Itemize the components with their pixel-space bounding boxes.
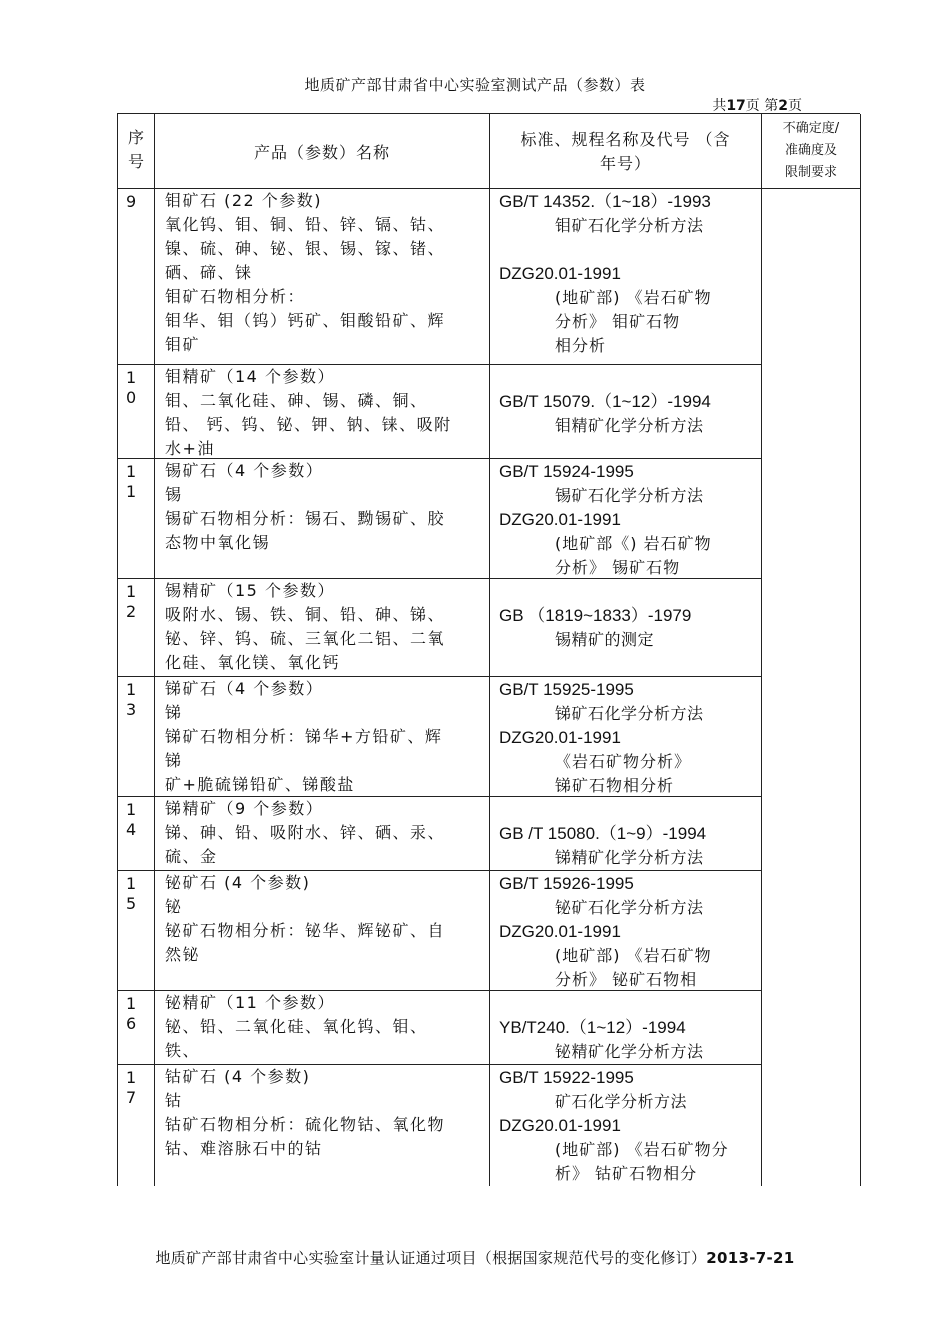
standard-code: GB/T 15926-1995 xyxy=(499,874,634,893)
product-line: 然铋 xyxy=(165,945,201,964)
standard-code: GB/T 15079.（1~12）-1994 xyxy=(499,392,711,411)
standard-title: 锡矿石化学分析方法 xyxy=(555,486,704,505)
row-number-digit: 1 xyxy=(126,368,137,387)
page-suffix: 页 xyxy=(788,98,802,114)
product-line: 铋矿石 (4 个参数) xyxy=(165,873,311,892)
standard-code: DZG20.01-1991 xyxy=(499,922,621,941)
row-number xyxy=(126,368,150,408)
row-number-digit: 5 xyxy=(126,894,137,913)
standard-code: DZG20.01-1991 xyxy=(499,728,621,747)
standard-spacer xyxy=(499,366,759,390)
row-number-digit: 2 xyxy=(126,602,137,621)
page-title: 地质矿产部甘肃省中心实验室测试产品（参数）表 xyxy=(304,76,646,94)
standard-reference: 相分析 xyxy=(555,336,607,355)
product-cell xyxy=(165,797,483,869)
product-line: 钼、二氧化硅、砷、锡、磷、铜、 xyxy=(165,391,428,410)
column-uncertainty xyxy=(762,114,861,1186)
row-number-digit: 1 xyxy=(126,680,137,699)
row-number-digit: 1 xyxy=(126,874,137,893)
row-number-digit: 7 xyxy=(126,1088,137,1107)
header-standard: 标准、规程名称及代号 （含 年号） xyxy=(520,130,731,173)
product-line: 铋、铅、二氧化硅、氧化钨、钼、 xyxy=(165,1017,428,1036)
product-line: 钴、难溶脉石中的钴 xyxy=(165,1139,323,1158)
row-number-digit: 1 xyxy=(126,462,137,481)
standard-title: 铋矿石化学分析方法 xyxy=(555,898,704,917)
row-number xyxy=(126,680,150,720)
header-uncertainty: 不确定度/ 准确度及 限制要求 xyxy=(782,121,840,180)
standard-cell xyxy=(499,992,759,1063)
footer-date: 2013-7-21 xyxy=(706,1249,795,1267)
product-line: 钼华、钼（钨）钙矿、钼酸铅矿、辉 xyxy=(165,311,446,330)
standard-title: 钼矿石化学分析方法 xyxy=(555,216,704,235)
product-line: 钴矿石 (4 个参数) xyxy=(165,1067,311,1086)
standard-code: GB （1819~1833）-1979 xyxy=(499,606,692,625)
row-number xyxy=(126,1068,150,1108)
row-number-digit: 1 xyxy=(126,800,137,819)
standard-title: 锡精矿的测定 xyxy=(555,630,655,649)
product-cell xyxy=(165,871,483,989)
product-line: 铁、 xyxy=(165,1041,201,1060)
standard-code: YB/T240.（1~12）-1994 xyxy=(499,1018,686,1037)
row-number xyxy=(126,582,150,622)
page-current: 2 xyxy=(778,98,788,114)
standard-reference: (地矿部《) 岩石矿物 xyxy=(555,534,712,553)
row-number xyxy=(126,874,150,914)
product-line: 硫、金 xyxy=(165,847,218,866)
standard-reference: (地矿部) 《岩石矿物分 xyxy=(555,1140,729,1159)
standard-title: 矿石化学分析方法 xyxy=(555,1092,688,1111)
product-line: 铋 xyxy=(165,897,183,916)
standard-code: GB /T 15080.（1~9）-1994 xyxy=(499,824,707,843)
product-line: 锑 xyxy=(165,703,183,722)
product-cell xyxy=(165,189,483,363)
product-line: 铋、锌、钨、硫、三氧化二铝、二氧 xyxy=(165,629,446,648)
product-line: 锑矿石（4 个参数） xyxy=(165,679,324,698)
product-line: 锑 xyxy=(165,751,183,770)
standard-cell xyxy=(499,1066,759,1186)
row-number xyxy=(126,994,150,1034)
product-cell xyxy=(165,991,483,1063)
standard-spacer xyxy=(499,798,759,822)
product-line: 钴矿石物相分析：硫化物钴、氧化物 xyxy=(165,1115,446,1134)
product-line: 锑矿石物相分析：锑华+方铅矿、辉 xyxy=(165,727,443,746)
product-line: 矿+脆硫锑铅矿、锑酸盐 xyxy=(165,775,355,794)
row-number-digit: 0 xyxy=(126,388,137,407)
standard-code: GB/T 15924-1995 xyxy=(499,462,634,481)
standard-code: DZG20.01-1991 xyxy=(499,1116,621,1135)
standard-code: DZG20.01-1991 xyxy=(499,510,621,529)
standard-spacer xyxy=(499,992,759,1016)
standard-title: 铋精矿化学分析方法 xyxy=(555,1042,704,1061)
standard-cell xyxy=(499,580,759,675)
product-cell xyxy=(165,677,483,795)
product-line: 水+油 xyxy=(165,439,215,457)
standard-reference: 锑矿石物相分析 xyxy=(555,776,675,795)
standard-cell xyxy=(499,872,759,989)
standard-reference: 分析》 铋矿石物相 xyxy=(555,970,698,989)
standard-code: GB/T 15922-1995 xyxy=(499,1068,634,1087)
standard-code: DZG20.01-1991 xyxy=(499,264,621,283)
row-number xyxy=(126,462,150,502)
standard-reference: 分析》 锡矿石物 xyxy=(555,558,681,577)
row-number-digit: 6 xyxy=(126,1014,137,1033)
product-line: 锡矿石物相分析：锡石、黝锡矿、胶 xyxy=(165,509,446,528)
product-line: 态物中氧化锡 xyxy=(165,533,271,552)
product-line: 铋矿石物相分析：铋华、辉铋矿、自 xyxy=(165,921,446,940)
row-number xyxy=(126,192,150,212)
product-line: 铅、 钙、钨、铋、钾、钠、铼、吸附 xyxy=(165,415,452,434)
standard-title: 钼精矿化学分析方法 xyxy=(555,416,704,435)
row-number-digit: 3 xyxy=(126,700,137,719)
product-line: 钴 xyxy=(165,1091,183,1110)
product-line: 锡精矿（15 个参数） xyxy=(165,581,335,600)
product-line: 钼精矿（14 个参数） xyxy=(165,367,335,386)
page-mid: 页 第 xyxy=(745,98,779,114)
product-cell xyxy=(165,459,483,577)
footer-text: 地质矿产部甘肃省中心实验室计量认证通过项目（根据国家规范代号的变化修订） xyxy=(155,1249,707,1267)
standard-title: 锑矿石化学分析方法 xyxy=(555,704,704,723)
product-line: 钼矿石 (22 个参数) xyxy=(165,191,323,210)
standard-spacer xyxy=(499,580,759,604)
standard-cell xyxy=(499,366,759,457)
product-line: 锑、砷、铅、吸附水、锌、硒、汞、 xyxy=(165,823,446,842)
standard-cell xyxy=(499,678,759,795)
product-line: 氧化钨、钼、铜、铅、锌、镉、钴、 xyxy=(165,215,446,234)
standard-reference: 析》 钴矿石物相分 xyxy=(555,1164,698,1183)
page-counter xyxy=(712,95,802,115)
standard-title: 锑精矿化学分析方法 xyxy=(555,848,704,867)
page-total: 17 xyxy=(726,98,746,114)
row-number-digit: 9 xyxy=(126,192,137,211)
product-cell xyxy=(165,1065,483,1186)
standard-reference: 分析》 钼矿石物 xyxy=(555,312,681,331)
standard-reference: 《岩石矿物分析》 xyxy=(555,752,692,771)
product-line: 硒、碲、铼 xyxy=(165,263,253,282)
product-line: 镍、硫、砷、铋、银、锡、镓、锗、 xyxy=(165,239,446,258)
product-cell xyxy=(165,579,483,675)
product-line: 吸附水、锡、铁、铜、铅、砷、锑、 xyxy=(165,605,446,624)
row-number-digit: 4 xyxy=(126,820,137,839)
page-prefix: 共 xyxy=(712,98,727,114)
product-line: 钼矿石物相分析： xyxy=(165,287,306,306)
standard-cell xyxy=(499,190,759,363)
header-no: 序 号 xyxy=(127,128,144,171)
standard-cell xyxy=(499,460,759,577)
product-line: 锑精矿（9 个参数） xyxy=(165,799,324,818)
row-number-digit: 1 xyxy=(126,994,137,1013)
product-line: 钼矿 xyxy=(165,335,201,354)
row-number-digit: 1 xyxy=(126,482,137,501)
header-name: 产品（参数）名称 xyxy=(253,143,390,162)
product-line: 锡矿石（4 个参数） xyxy=(165,461,324,480)
product-line: 锡 xyxy=(165,485,183,504)
standard-reference: (地矿部) 《岩石矿物 xyxy=(555,288,712,307)
standard-spacer xyxy=(499,238,759,262)
row-number-digit: 1 xyxy=(126,582,137,601)
page-footer xyxy=(0,1247,950,1268)
standard-reference: (地矿部) 《岩石矿物 xyxy=(555,946,712,965)
product-line: 化硅、氧化镁、氧化钙 xyxy=(165,653,341,672)
product-cell xyxy=(165,365,483,457)
product-line: 铋精矿（11 个参数） xyxy=(165,993,335,1012)
standard-code: GB/T 14352.（1~18）-1993 xyxy=(499,192,711,211)
product-table xyxy=(117,113,860,1186)
standard-code: GB/T 15925-1995 xyxy=(499,680,634,699)
row-number xyxy=(126,800,150,840)
row-number-digit: 1 xyxy=(126,1068,137,1087)
standard-cell xyxy=(499,798,759,869)
